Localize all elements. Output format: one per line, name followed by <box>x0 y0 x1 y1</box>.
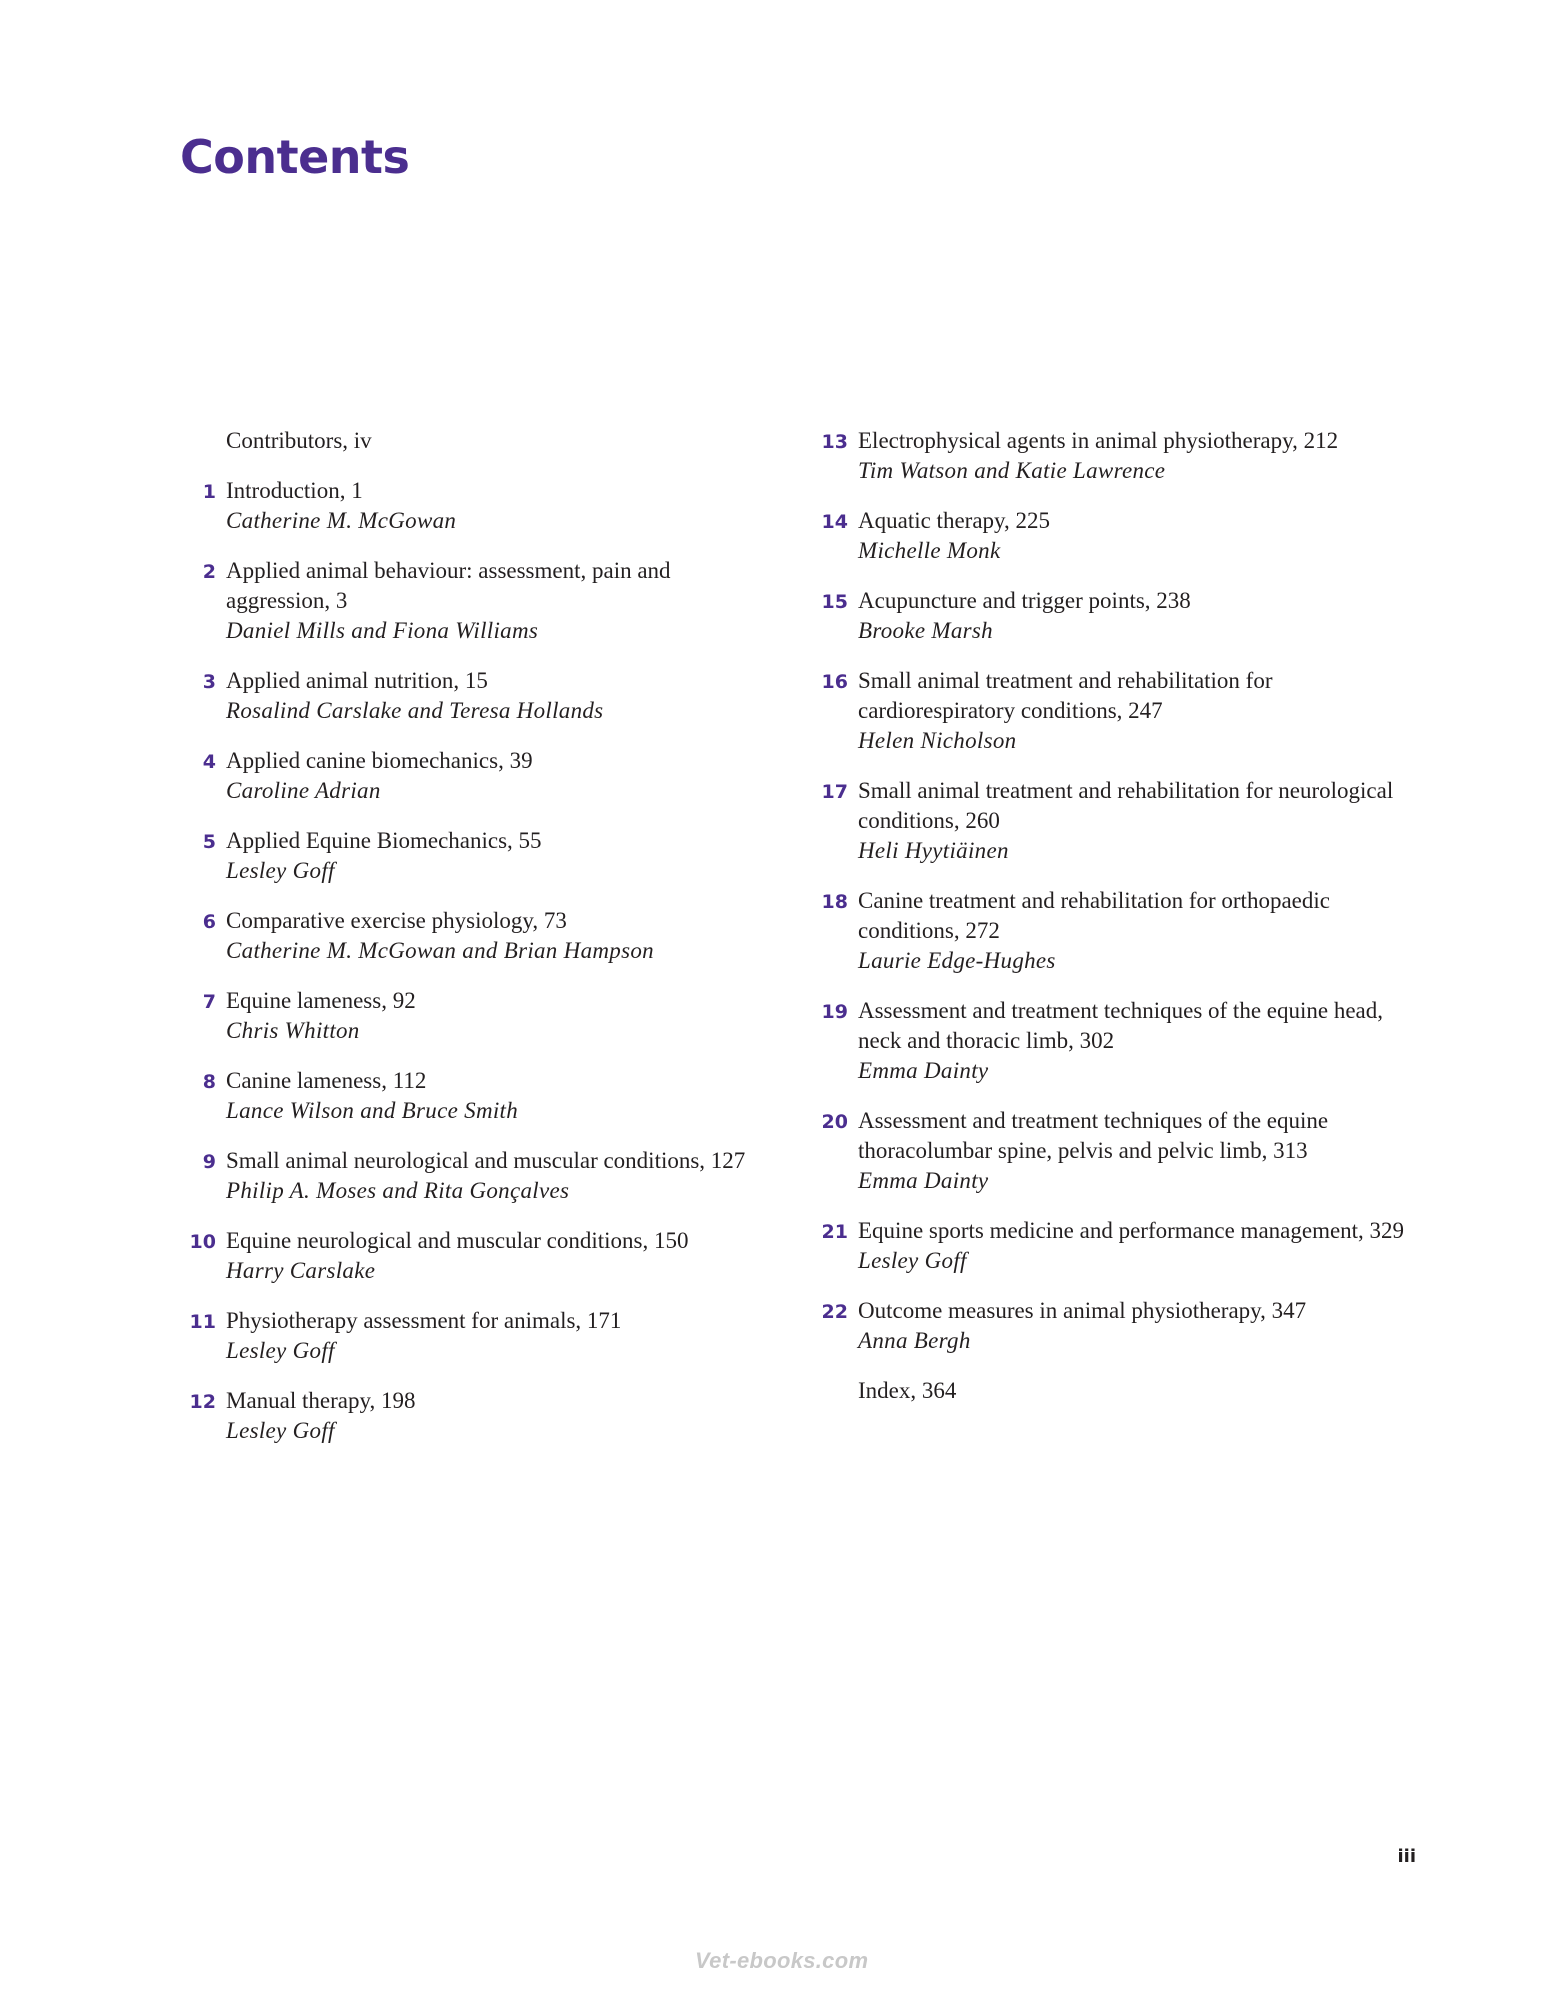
entry-body <box>226 1066 780 1126</box>
chapter-author: Brooke Marsh <box>858 618 993 643</box>
page-number: iii <box>1397 1846 1416 1867</box>
chapter-author: Helen Nicholson <box>858 728 1017 753</box>
chapter-title: Introduction, 1 <box>226 478 363 503</box>
chapter-number: 2 <box>202 561 216 583</box>
chapter-number: 22 <box>821 1301 848 1323</box>
chapter-title: Contributors, iv <box>226 428 372 453</box>
chapter-title: Equine sports medicine and performance management, 329 <box>858 1218 1405 1243</box>
toc-entry[interactable] <box>812 1376 1432 1406</box>
entry-body <box>858 1216 1432 1276</box>
chapter-author: Michelle Monk <box>858 538 1001 563</box>
entry-body <box>226 986 780 1046</box>
chapter-author: Lesley Goff <box>858 1248 967 1273</box>
entry-body <box>226 1386 780 1446</box>
toc-left-column <box>180 426 780 1466</box>
entry-body <box>858 666 1432 756</box>
entry-body <box>226 906 780 966</box>
toc-entry[interactable] <box>180 1226 780 1286</box>
entry-body <box>858 1106 1432 1196</box>
entry-body <box>226 476 780 536</box>
toc-entry[interactable] <box>812 996 1432 1086</box>
entry-body <box>226 556 780 646</box>
chapter-author: Caroline Adrian <box>226 778 381 803</box>
chapter-author: Rosalind Carslake and Teresa Hollands <box>226 698 604 723</box>
toc-entry[interactable] <box>180 746 780 806</box>
chapter-number: 3 <box>202 671 216 693</box>
toc-right-column <box>812 426 1432 1426</box>
toc-entry[interactable] <box>180 1146 780 1206</box>
chapter-number: 18 <box>821 891 848 913</box>
chapter-author: Catherine M. McGowan and Brian Hampson <box>226 938 654 963</box>
chapter-number: 7 <box>202 991 216 1013</box>
entry-body <box>858 1376 1432 1406</box>
chapter-number: 20 <box>821 1111 848 1133</box>
page-title: Contents <box>180 130 410 184</box>
toc-entry[interactable] <box>180 1386 780 1446</box>
toc-entry[interactable] <box>812 776 1432 866</box>
chapter-number: 6 <box>202 911 216 933</box>
chapter-number: 8 <box>202 1071 216 1093</box>
chapter-number: 15 <box>821 591 848 613</box>
chapter-author: Emma Dainty <box>858 1168 989 1193</box>
chapter-number: 5 <box>202 831 216 853</box>
toc-entry[interactable] <box>812 426 1432 486</box>
chapter-author: Tim Watson and Katie Lawrence <box>858 458 1166 483</box>
chapter-number: 21 <box>821 1221 848 1243</box>
chapter-author: Lesley Goff <box>226 858 335 883</box>
entry-body <box>858 1296 1432 1356</box>
toc-entry[interactable] <box>180 1066 780 1126</box>
entry-body <box>226 1226 780 1286</box>
chapter-number: 11 <box>189 1311 216 1333</box>
entry-body <box>858 506 1432 566</box>
chapter-author: Lesley Goff <box>226 1338 335 1363</box>
chapter-author: Philip A. Moses and Rita Gonçalves <box>226 1178 570 1203</box>
toc-entry[interactable] <box>812 1106 1432 1196</box>
chapter-author: Harry Carslake <box>226 1258 376 1283</box>
entry-body <box>226 1146 780 1206</box>
toc-entry[interactable] <box>812 1296 1432 1356</box>
chapter-author: Heli Hyytiäinen <box>858 838 1009 863</box>
chapter-title: Equine neurological and muscular conditions, 150 <box>226 1228 689 1253</box>
toc-entry[interactable] <box>812 1216 1432 1276</box>
chapter-title: Canine lameness, 112 <box>226 1068 427 1093</box>
toc-entry[interactable] <box>180 906 780 966</box>
entry-body <box>858 426 1432 486</box>
chapter-title: Applied Equine Biomechanics, 55 <box>226 828 542 853</box>
chapter-title: Small animal treatment and rehabilitation for neurological conditions, 260 <box>858 778 1394 833</box>
chapter-author: Emma Dainty <box>858 1058 989 1083</box>
chapter-title: Aquatic therapy, 225 <box>858 508 1051 533</box>
chapter-number: 10 <box>189 1231 216 1253</box>
entry-body <box>858 886 1432 976</box>
entry-body <box>226 666 780 726</box>
chapter-title: Outcome measures in animal physiotherapy, 347 <box>858 1298 1307 1323</box>
chapter-number: 16 <box>821 671 848 693</box>
chapter-author: Laurie Edge-Hughes <box>858 948 1056 973</box>
entry-body <box>226 1306 780 1366</box>
chapter-number <box>812 1376 858 1406</box>
toc-entry[interactable] <box>812 886 1432 976</box>
chapter-title: Assessment and treatment techniques of the equine head, neck and thoracic limb, 302 <box>858 998 1384 1053</box>
entry-body <box>858 996 1432 1086</box>
chapter-author: Daniel Mills and Fiona Williams <box>226 618 539 643</box>
toc-entry[interactable] <box>180 826 780 886</box>
entry-body <box>226 426 780 456</box>
entry-body <box>858 586 1432 646</box>
chapter-title: Electrophysical agents in animal physiotherapy, 212 <box>858 428 1339 453</box>
chapter-title: Manual therapy, 198 <box>226 1388 416 1413</box>
toc-entry[interactable] <box>180 426 780 456</box>
toc-entry[interactable] <box>180 986 780 1046</box>
chapter-number: 17 <box>821 781 848 803</box>
chapter-title: Equine lameness, 92 <box>226 988 416 1013</box>
chapter-number <box>180 426 226 456</box>
chapter-author: Lesley Goff <box>226 1418 335 1443</box>
toc-entry[interactable] <box>180 1306 780 1366</box>
toc-entry[interactable] <box>812 666 1432 756</box>
chapter-title: Acupuncture and trigger points, 238 <box>858 588 1191 613</box>
entry-body <box>226 746 780 806</box>
chapter-number: 1 <box>202 481 216 503</box>
toc-entry[interactable] <box>812 586 1432 646</box>
chapter-title: Canine treatment and rehabilitation for orthopaedic conditions, 272 <box>858 888 1330 943</box>
toc-entry[interactable] <box>180 556 780 646</box>
chapter-author: Catherine M. McGowan <box>226 508 457 533</box>
chapter-author: Anna Bergh <box>858 1328 971 1353</box>
chapter-title: Applied animal nutrition, 15 <box>226 668 488 693</box>
chapter-number: 4 <box>202 751 216 773</box>
toc-entry[interactable] <box>180 476 780 536</box>
chapter-author: Chris Whitton <box>226 1018 360 1043</box>
toc-entry[interactable] <box>180 666 780 726</box>
toc-entry[interactable] <box>812 506 1432 566</box>
chapter-title: Small animal neurological and muscular conditions, 127 <box>226 1148 746 1173</box>
chapter-title: Applied canine biomechanics, 39 <box>226 748 533 773</box>
chapter-number: 9 <box>202 1151 216 1173</box>
chapter-title: Small animal treatment and rehabilitation for cardiorespiratory conditions, 247 <box>858 668 1273 723</box>
chapter-author: Lance Wilson and Bruce Smith <box>226 1098 519 1123</box>
entry-body <box>226 826 780 886</box>
chapter-title: Assessment and treatment techniques of the equine thoracolumbar spine, pelvis and pelvic limb, 313 <box>858 1108 1329 1163</box>
chapter-number: 12 <box>189 1391 216 1413</box>
chapter-number: 19 <box>821 1001 848 1023</box>
chapter-number: 13 <box>821 431 848 453</box>
chapter-title: Physiotherapy assessment for animals, 171 <box>226 1308 622 1333</box>
chapter-title: Applied animal behaviour: assessment, pain and aggression, 3 <box>226 558 671 613</box>
chapter-title: Comparative exercise physiology, 73 <box>226 908 567 933</box>
watermark-logo: Vet-ebooks.com <box>695 1948 869 1973</box>
entry-body <box>858 776 1432 866</box>
chapter-title: Index, 364 <box>858 1378 957 1403</box>
chapter-number: 14 <box>821 511 848 533</box>
